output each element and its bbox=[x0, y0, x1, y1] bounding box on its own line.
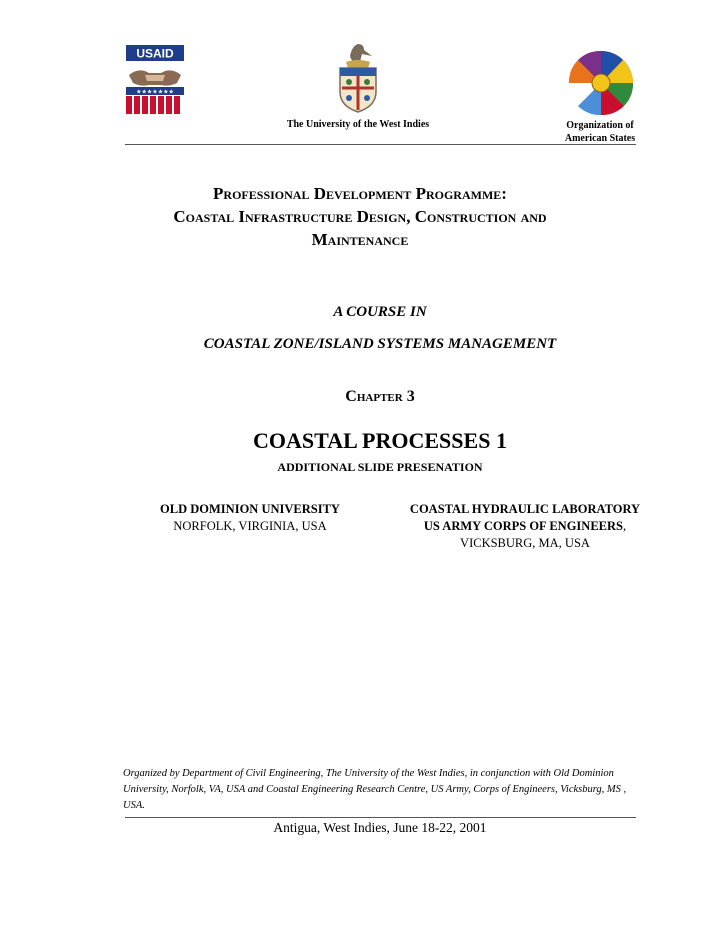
chl-name: COASTAL HYDRAULIC LABORATORY bbox=[409, 502, 641, 516]
subtitle: ADDITIONAL SLIDE PRESENATION bbox=[277, 460, 483, 474]
footer-note: Organized by Department of Civil Engineering, The University of the West Indies, in conjunction with Old Dominion University, Norfolk, VA, USA and Coastal Engineering Research Centre, US Army, Corps of Engineers, Vicksburg, MS , USA. bbox=[123, 768, 627, 811]
main-title: COASTAL PROCESSES 1 bbox=[253, 428, 507, 453]
oas-caption-line1: Organization of bbox=[566, 120, 634, 131]
usaid-wordmark: USAID bbox=[136, 46, 174, 61]
uwi-crest bbox=[332, 42, 384, 116]
course-line2: COASTAL ZONE/ISLAND SYSTEMS MANAGEMENT bbox=[203, 336, 557, 352]
uwi-caption: The University of the West Indies bbox=[286, 119, 430, 130]
oas-caption-line2: American States bbox=[564, 133, 636, 144]
oas-caption bbox=[545, 119, 655, 145]
chl-org-line bbox=[380, 518, 670, 535]
header-divider bbox=[125, 144, 636, 145]
chl-org-suffix: , bbox=[622, 519, 627, 533]
svg-text:★★★★★★★: ★★★★★★★ bbox=[136, 89, 174, 96]
chapter-heading: Chapter 3 bbox=[345, 388, 415, 405]
location-date: Antigua, West Indies, June 18-22, 2001 bbox=[273, 820, 487, 835]
odu-name: OLD DOMINION UNIVERSITY bbox=[160, 502, 340, 516]
usaid-logo bbox=[125, 45, 185, 117]
odu-location: NORFOLK, VIRGINIA, USA bbox=[173, 519, 327, 533]
institution-chl bbox=[380, 501, 670, 552]
title-line2: Coastal Infrastructure Design, Construction and bbox=[173, 207, 547, 226]
chl-org: US ARMY CORPS OF ENGINEERS bbox=[423, 519, 623, 533]
institution-odu bbox=[140, 501, 360, 535]
footer-divider bbox=[125, 817, 636, 818]
oas-emblem bbox=[568, 50, 634, 116]
title-line1: Professional Development Programme: bbox=[213, 184, 507, 203]
chl-location: VICKSBURG, MA, USA bbox=[460, 536, 590, 550]
course-line1: A COURSE IN bbox=[333, 304, 427, 320]
title-line3: Maintenance bbox=[311, 230, 409, 249]
programme-title bbox=[120, 182, 600, 251]
